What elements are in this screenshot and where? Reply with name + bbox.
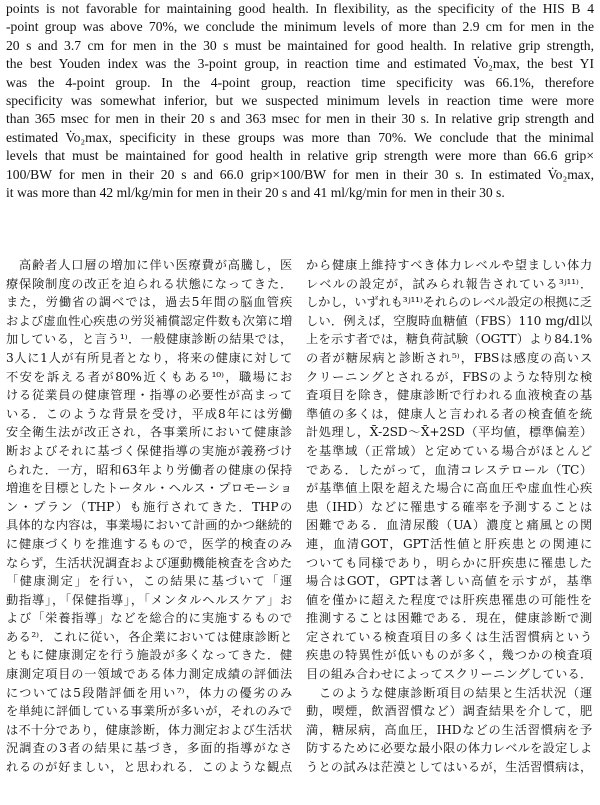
abstract-line: specificity was somewhat inferior, but we suspected minimum levels in reaction time were more xyxy=(6,93,594,109)
body-line: である．したがって，血清コレステロール（TC） xyxy=(306,462,592,477)
body-line: 動，喫煙，飲酒習慣など）調査結果を介して，肥 xyxy=(306,704,592,719)
body-line: 高齢者人口層の増加に伴い医療費が高騰し，医 xyxy=(6,258,292,272)
body-line: 断およびそれに基づく保健指導の実施が義務づけ xyxy=(6,443,292,458)
abstract-line: estimated V̇o₂max, specificity in these groups was more than 70%. We conclude that the minimal xyxy=(6,129,594,145)
body-line: および虚血性心疾患の労災補償認定件数も次第に増 xyxy=(6,313,292,328)
body-line: は不十分であり，健康診断，体力測定および生活状 xyxy=(6,722,292,737)
body-line: このような健康診断項目の結果と生活状況（運 xyxy=(306,685,592,700)
left-column-text xyxy=(6,256,292,777)
body-line: しかし，いずれも³ʲ¹¹⁾それらのレベル設定の根拠に乏 xyxy=(306,295,592,310)
body-line: ける従業員の健康管理・指導の必要性が高まって xyxy=(6,388,292,403)
body-line: 疾患の特異性が低いものが多く，幾つかの検査項 xyxy=(306,648,592,663)
body-line: クリーニングとされるが，FBSのような特別な検 xyxy=(306,369,592,384)
body-line: られた．一方，昭和63年より労働者の健康の保持 xyxy=(6,462,292,477)
body-line: 値を僅かに超えた程度では肝疾患罹患の可能性を xyxy=(306,592,592,607)
abstract-line: the best Youden index was the 3-point group, in reaction time and estimated V̇o₂max, the best YI xyxy=(6,56,594,72)
abstract-line: points is not favorable for maintaining good health. In flexibility, as the specificity of the HIS B 4 xyxy=(6,1,594,16)
body-line: ついても同様であり，明らかに肝疾患に罹患した xyxy=(306,555,592,570)
body-line: 安全衛生法が改正され，各事業所において健康診 xyxy=(6,425,292,440)
body-line: ならず，生活状況調査および運動機能検査を含めた xyxy=(6,555,292,570)
body-line: 動指導」，「保健指導」，「メンタルヘルスケア」お xyxy=(6,592,292,607)
body-line: が基準値上限を超えた場合に高血圧や虚血性心疾 xyxy=(306,481,592,496)
body-line: 上を示す者では，糖負荷試験（OGTT）より84.1% xyxy=(306,332,592,347)
body-line: を単純に評価している事業所が多いが，それのみで xyxy=(6,704,292,719)
body-line: については5段階評価を用い⁷⁾，体力の優劣のみ xyxy=(6,685,292,700)
abstract-line: 20 s and 3.7 cm for men in the 30 s must be maintained for good health. In relative grip strength, xyxy=(6,37,594,53)
body-line: 定されている検査項目の多くは生活習慣病という xyxy=(306,629,592,644)
body-line: 況調査の3者の結果に基づき，多面的指導がなさ xyxy=(6,741,292,756)
body-line: れるのが好ましい，と思われる．このような観点 xyxy=(6,760,292,775)
body-line: レベルの設定が，試みられ報告されている³ʲ¹¹⁾． xyxy=(306,276,592,291)
body-line: ある²⁾．これに従い，各企業においては健康診断と xyxy=(6,629,292,644)
body-line: 3人に1人が有所見者となり，将来の健康に対して xyxy=(6,350,292,365)
abstract-line: -point group was above 70%, we conclude the minimum levels of more than 2.9 cm for men in the xyxy=(6,19,594,35)
body-line: 加している，と言う¹⁾．一般健康診断の結果では， xyxy=(6,332,292,347)
body-line: ともに健康測定を行う施設が多くなってきた．健 xyxy=(6,648,292,663)
body-line: 計処理し，X̄-2SD～X̄+2SD（平均値，標準偏差） xyxy=(306,425,592,440)
body-line: 困難である．血清尿酸（UA）濃度と痛風との関 xyxy=(306,518,592,533)
body-line: 連，血清GOT，GPT活性値と肝疾患との関連に xyxy=(306,536,592,551)
body-line: いる．このような背景を受け，平成8年には労働 xyxy=(6,406,292,421)
body-line: 増進を目標としたトータル・ヘルス・プロモーショ xyxy=(6,481,292,496)
right-column-text xyxy=(306,256,592,777)
body-line: ン・プラン（THP）も施行されてきた．THPの xyxy=(6,499,292,514)
abstract-line: it was more than 42 ml/kg/min for men in their 20 s and 41 ml/kg/min for men in their 30 s. xyxy=(6,185,505,201)
body-line: 目の組み合わせによってスクリーニングしている． xyxy=(306,667,592,682)
abstract-line: was the 4-point group. In the 4-point group, reaction time specificity was 66.1%, therefore xyxy=(6,74,594,90)
body-line: 推測することは困難である．現在，健康診断で測 xyxy=(306,611,592,626)
body-line: よび「栄養指導」などを総合的に実施するもので xyxy=(6,611,292,626)
body-line: しい．例えば，空腹時血糖値（FBS）110 mg/dl以 xyxy=(306,313,592,328)
body-line: 「健康測定」を行い，この結果に基づいて「運 xyxy=(6,574,292,589)
body-line: うとの試みは茫漠としてはいるが，生活習慣病は， xyxy=(306,760,592,775)
body-line: を基準域（正常域）と定めている場合がほとんど xyxy=(306,443,592,458)
body-line: の者が糖尿病と診断され⁵⁾，FBSは感度の高いス xyxy=(306,350,592,365)
body-line: に健康づくりを推進するもので，医学的検査のみ xyxy=(6,536,292,551)
abstract-line: than 365 msec for men in their 20 s and 363 msec for men in their 30 s. In relative grip strength and xyxy=(6,111,594,127)
body-line: 場合はGOT，GPTは著しい高値を示すが，基準 xyxy=(306,574,592,589)
body-line: また，労働省の調べでは，過去5年間の脳血管疾 xyxy=(6,295,292,310)
body-line: から健康上維持すべき体力レベルや望ましい体力 xyxy=(306,258,592,272)
body-line: 準値の多くは，健康人と言われる者の検査値を統 xyxy=(306,406,592,421)
body-line: 康測定項目の一領域である体力測定成績の評価法 xyxy=(6,667,292,682)
body-line: 満，糖尿病，高血圧，IHDなどの生活習慣病を予 xyxy=(306,722,592,737)
body-line: 査項目を除き，健康診断で行われる血液検査の基 xyxy=(306,388,592,403)
abstract-line: levels that must be maintained for good health in relative grip strength were more than 66.6 grip× xyxy=(6,148,594,164)
body-line: 患（IHD）などに罹患する確率を予測することは xyxy=(306,499,592,514)
abstract-line: 100/BW for men in their 20 s and 66.0 grip×100/BW for men in their 30 s. In estimated V̇o₂max, xyxy=(6,166,594,182)
body-line: 療保険制度の改正を迫られる状態になってきた． xyxy=(6,276,292,291)
body-line: 具体的な内容は，事業場において計画的かつ継続的 xyxy=(6,518,292,533)
body-line: 不安を訴える者が80%近くもある¹⁰⁾，職場にお xyxy=(6,369,292,384)
body-line: 防するために必要な最小限の体力レベルを設定しよ xyxy=(306,741,592,756)
english-abstract xyxy=(6,0,594,202)
